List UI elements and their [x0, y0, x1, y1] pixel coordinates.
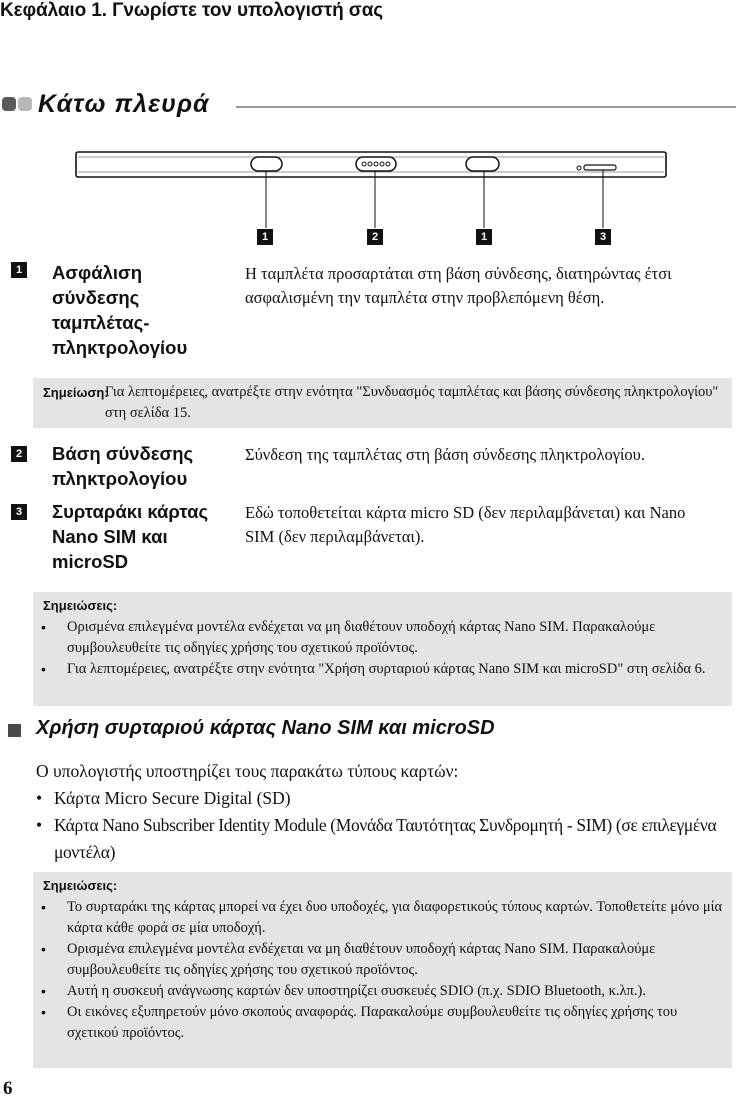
item-title: Βάση σύνδεσης πληκτρολογίου [52, 443, 194, 489]
note-bullet: • Για λεπτομέρειες, ανατρέξτε στην ενότητα "Χρήση συρταριού κάρτας Nano SIM και microSD" στη σελίδα 6. [33, 659, 723, 680]
note-label: Σημείωση: [43, 385, 109, 400]
section-rule [236, 106, 736, 108]
note-bullet: • Ορισμένα επιλεγμένα μοντέλα ενδέχεται να μη διαθέτουν υποδοχή κάρτας Nano SIM. Παρακαλούμε συμβουλευθείτε τις οδηγίες χρήσης του σχετικού προϊόντος. [41, 941, 656, 978]
notes-list [33, 897, 723, 1044]
subsection-square-icon [8, 724, 21, 737]
note-bullet: • Ορισμένα επιλεγμένα μοντέλα ενδέχεται να μη διαθέτουν υποδοχή κάρτας Nano SIM. Παρακαλούμε συμβουλευθείτε τις οδηγίες χρήσης του σχετικού προϊόντος. [41, 619, 656, 656]
bullet-icon: • [41, 619, 46, 635]
item-number-badge: 3 [11, 504, 27, 520]
keyboard-latch-slot-left [251, 157, 282, 171]
notes-box [33, 872, 732, 1068]
notes-box [33, 592, 732, 706]
item-number-badge: 2 [11, 446, 27, 462]
note-text: Για λεπτομέρειες, ανατρέξτε στην ενότητα "Συνδυασμός ταμπλέτας και βάσης σύνδεσης πληκτρολογίου" στη σελίδα 15. [105, 384, 719, 421]
chapter-title: Κεφάλαιο 1. Γνωρίστε τον υπολογιστή σας [0, 0, 384, 21]
page-number: 6 [3, 1078, 13, 1099]
note-bullet: • Αυτή η συσκευή ανάγνωσης καρτών δεν υποστηρίζει συσκευές SDIO (π.χ. SDIO Bluetooth, κ.λπ.). [33, 981, 723, 1002]
docking-connector [356, 157, 396, 171]
item-title: Ασφάλιση σύνδεσης ταμπλέτας-πληκτρολογίου [52, 262, 188, 358]
item-title: Συρταράκι κάρτας Nano SIM και microSD [52, 501, 209, 572]
list-dot-icon: • [36, 788, 43, 808]
figure-callout-1b: 1 [476, 229, 492, 245]
figure-callout-2: 2 [367, 229, 383, 245]
subsection-title: Χρήση συρταριού κάρτας Nano SIM και microSD [36, 717, 495, 739]
bullet-icon: • [41, 941, 46, 957]
figure-callout-3: 3 [595, 229, 611, 245]
bullet-icon: • [41, 899, 46, 915]
note-box [33, 378, 732, 428]
bullet-icon: • [41, 1004, 46, 1020]
notes-list [33, 617, 723, 680]
item-number-badge: 1 [11, 262, 27, 278]
note-bullet: • Το συρταράκι της κάρτας μπορεί να έχει δυο υποδοχές, για διαφορετικούς τύπους καρτών. Τοποθετείτε μόνο μία κάρτα κάθε φορά σε μία υποδοχή. [41, 899, 723, 936]
item-description: Σύνδεση της ταμπλέτας στη βάση σύνδεσης πληκτρολογίου. [245, 445, 645, 464]
section-title: Κάτω πλευρά [38, 90, 210, 118]
item-description: Η ταμπλέτα προσαρτάται στη βάση σύνδεσης, διατηρώντας έτσι ασφαλισμένη την ταμπλέτα στην προβλεπόμενη θέση. [245, 264, 672, 307]
bullet-icon: • [41, 661, 46, 677]
notes-label: Σημειώσεις: [43, 598, 118, 613]
item-description: Εδώ τοποθετείται κάρτα micro SD (δεν περιλαμβάνεται) και Nano SIM (δεν περιλαμβάνεται). [245, 503, 686, 546]
figure-callout-1a: 1 [257, 229, 273, 245]
keyboard-latch-slot-right [466, 157, 499, 171]
list-dot-icon: • [36, 815, 43, 835]
bullet-icon: • [41, 983, 46, 999]
section-dots-icon [2, 97, 32, 113]
subsection-intro: Ο υπολογιστής υποστηρίζει τους παρακάτω τύπους καρτών: [36, 761, 459, 781]
notes-label: Σημειώσεις: [43, 878, 118, 893]
note-bullet: • Οι εικόνες εξυπηρετούν μόνο σκοπούς αναφοράς. Παρακαλούμε συμβουλευθείτε τις οδηγίες χρήσης του σχετικού προϊόντος. [41, 1004, 678, 1041]
